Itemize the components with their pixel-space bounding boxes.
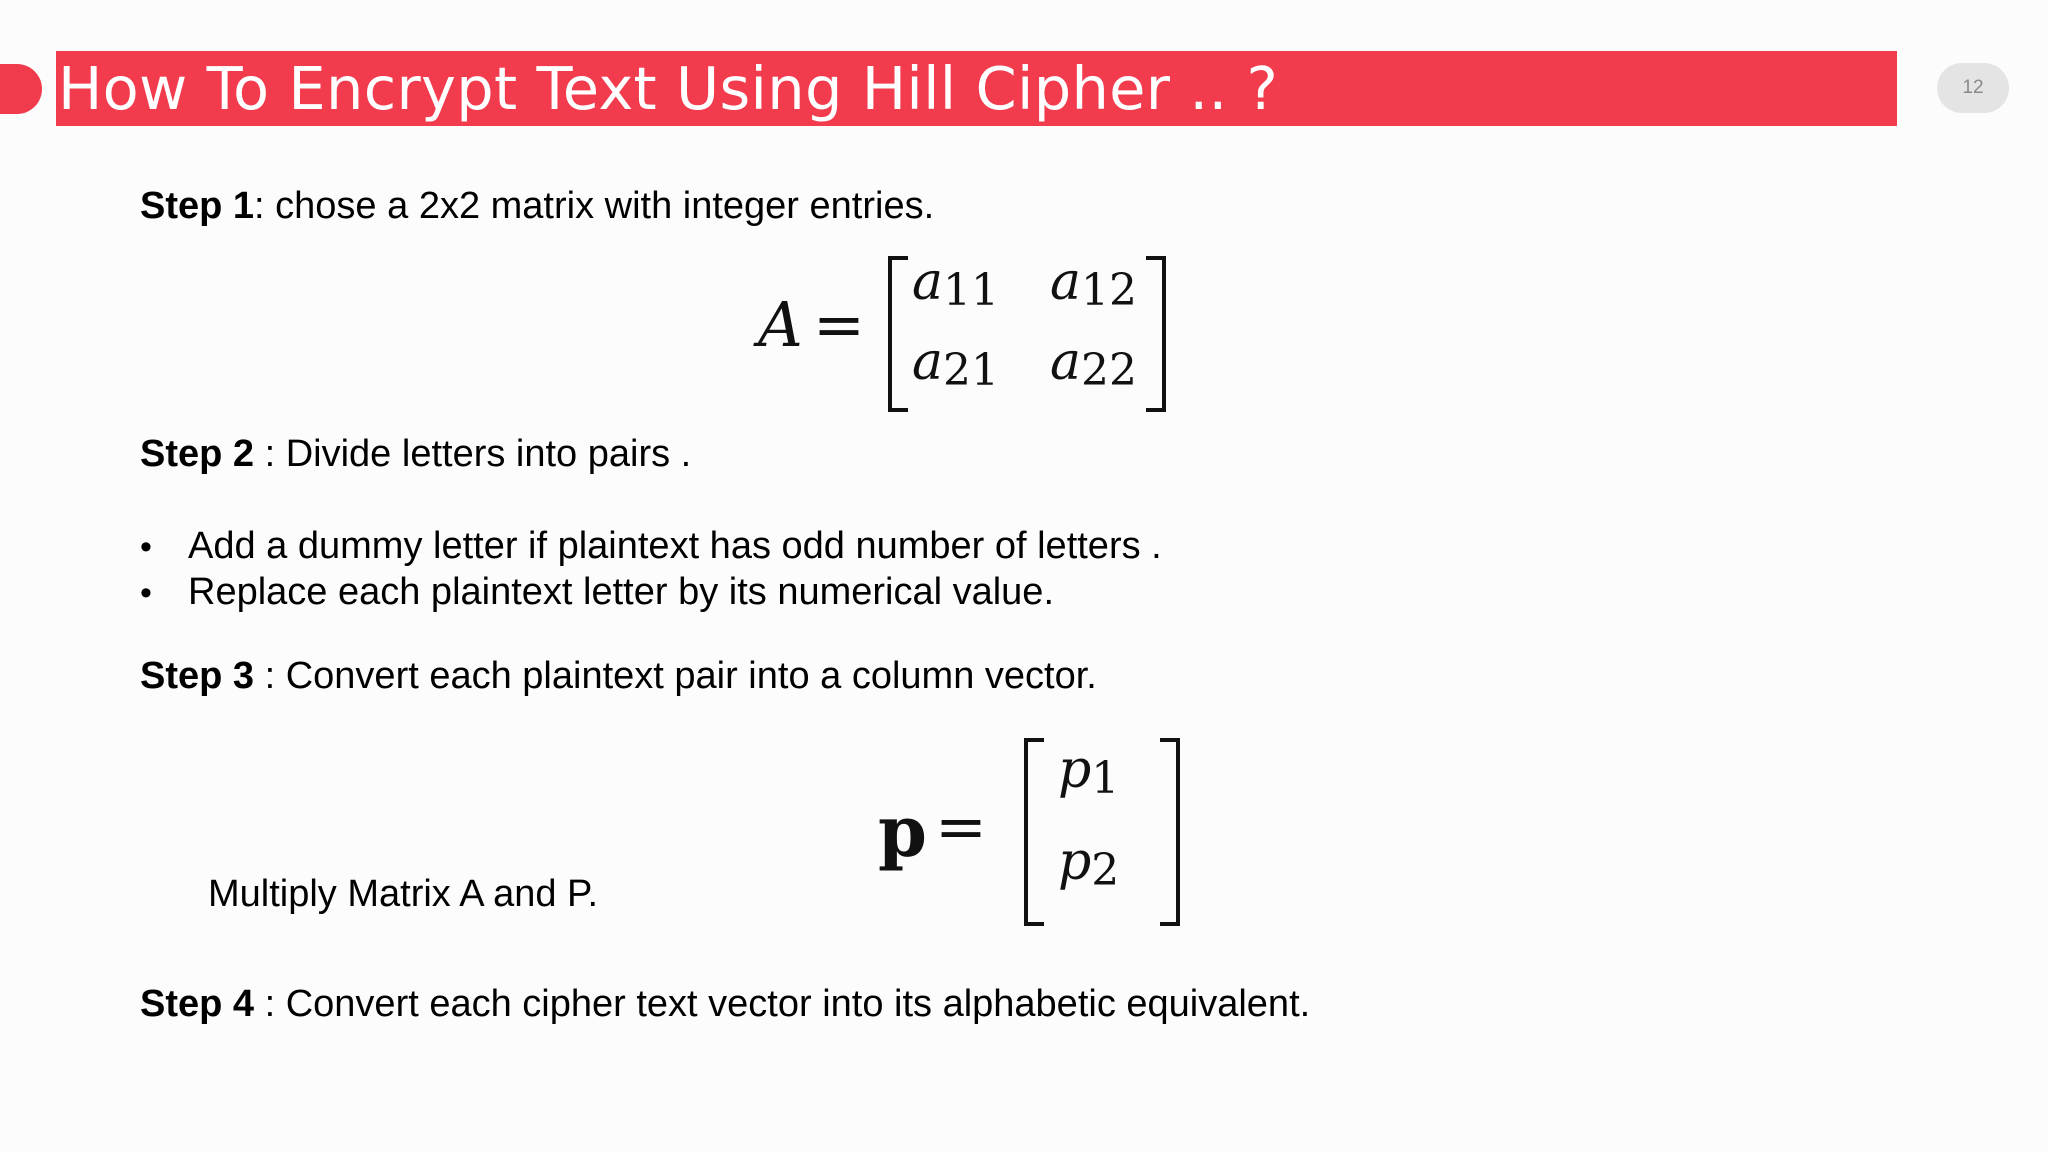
matrix-a-right-bracket (1146, 256, 1166, 412)
bullet-marker: • (140, 574, 152, 612)
step-2-text: : Divide letters into pairs . (254, 433, 692, 475)
bullet-item-numerical-value: Replace each plaintext letter by its numerical value. (188, 571, 1055, 613)
step-1-line (140, 187, 934, 225)
step-2-label: Step 2 (140, 433, 255, 475)
step-1-label: Step 1 (140, 185, 255, 227)
step-3-text: : Convert each plaintext pair into a column vector. (254, 655, 1097, 697)
matrix-a-left-bracket (888, 256, 908, 412)
page-number-badge: 12 (1937, 63, 2009, 113)
multiply-note: Multiply Matrix A and P. (208, 873, 599, 915)
vector-p-entry-2: $p_2$ (1058, 832, 1120, 896)
vector-p-name: p (878, 790, 927, 873)
step-4-line (140, 985, 1310, 1023)
step-1-text: : chose a 2x2 matrix with integer entries. (254, 185, 935, 227)
matrix-a-entry-21: $a_{21}$ (912, 332, 1000, 396)
step-2-line (140, 435, 691, 473)
matrix-a-entry-11: $a_{11}$ (912, 252, 1000, 316)
matrix-a-entry-12: $a_{12}$ (1050, 252, 1138, 316)
step-4-label: Step 4 (140, 983, 255, 1025)
matrix-a-name: A (758, 288, 803, 361)
step-3-label: Step 3 (140, 655, 255, 697)
step-4-text: : Convert each cipher text vector into its alphabetic equivalent. (254, 983, 1311, 1025)
slide-title: How To Encrypt Text Using Hill Cipher .. ? (58, 54, 1279, 123)
bullet-item-dummy-letter: Add a dummy letter if plaintext has odd number of letters . (188, 525, 1162, 567)
vector-p-right-bracket (1160, 738, 1180, 926)
matrix-a-equals: = (813, 288, 865, 361)
bullet-marker: • (140, 528, 152, 566)
matrix-a-entry-22: $a_{22}$ (1050, 332, 1138, 396)
vector-p-equals: = (935, 790, 987, 863)
vector-p-entry-1: $p_1$ (1058, 740, 1120, 804)
title-accent-dot (0, 64, 42, 114)
vector-p-left-bracket (1024, 738, 1044, 926)
step-3-line (140, 657, 1097, 695)
title-bar (56, 51, 1897, 126)
